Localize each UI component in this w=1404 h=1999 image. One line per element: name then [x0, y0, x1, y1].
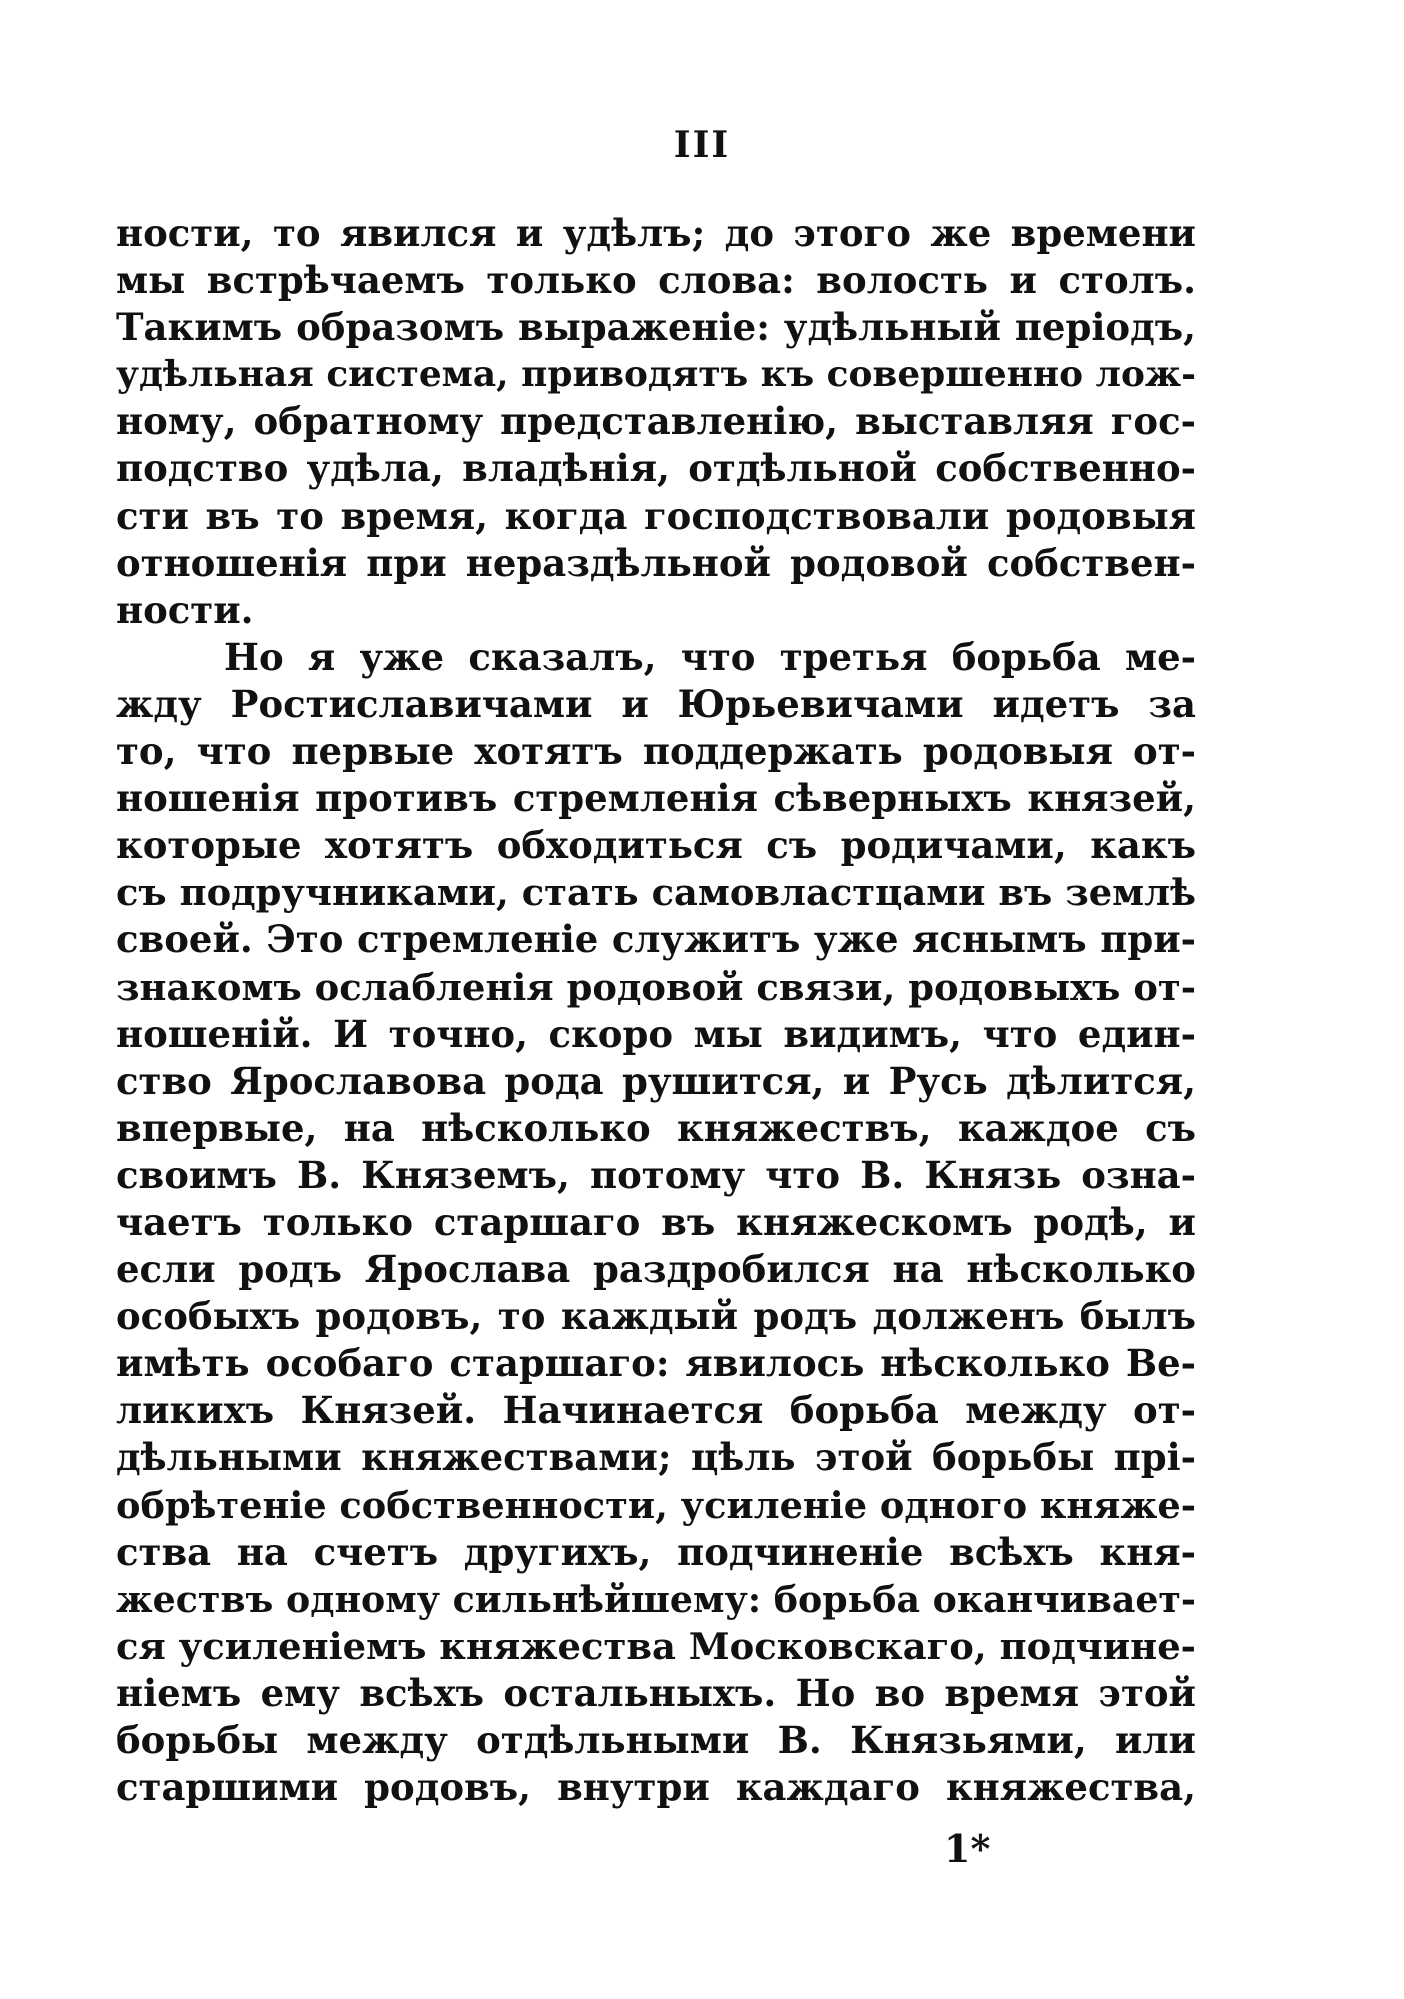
text-line: ства на счетъ другихъ, подчиненіе всѣхъ кня- [116, 1529, 1196, 1574]
page-number: III [673, 124, 731, 166]
text-line: ся усиленіемъ княжества Московскаго, подчине- [116, 1623, 1196, 1668]
body-text [116, 210, 1196, 1811]
printer-signature-mark: 1* [944, 1826, 991, 1871]
text-line: съ подручниками, стать самовластцами въ землѣ [116, 870, 1196, 915]
text-line: мы встрѣчаемъ только слова: волость и столъ. [116, 258, 1196, 303]
text-line: подство удѣла, владѣнія, отдѣльной собственно- [116, 446, 1196, 491]
text-line: ношеній. И точно, скоро мы видимъ, что един- [116, 1011, 1196, 1056]
text-line: то, что первые хотятъ поддержать родовыя от- [116, 729, 1196, 774]
text-line: жествъ одному сильнѣйшему: борьба оканчивает- [116, 1577, 1196, 1621]
text-line: Но я уже сказалъ, что третья борьба ме- [224, 634, 1196, 679]
text-line: чаетъ только старшаго въ княжескомъ родѣ, и [116, 1199, 1196, 1244]
text-line: ство Ярославова рода рушится, и Русь дѣлится, [116, 1058, 1196, 1103]
text-line: удѣльная система, приводятъ къ совершенно лож- [116, 353, 1196, 396]
text-line: ніемъ ему всѣхъ остальныхъ. Но во время этой [116, 1670, 1196, 1715]
text-line: впервые, на нѣсколько княжествъ, каждое съ [116, 1105, 1196, 1150]
text-line: ности, то явился и удѣлъ; до этого же времени [116, 211, 1196, 255]
text-line: если родъ Ярослава раздробился на нѣсколько [116, 1247, 1196, 1292]
text-line: особыхъ родовъ, то каждый родъ долженъ былъ [116, 1294, 1196, 1339]
text-line: дѣльными княжествами; цѣль этой борьбы прі- [116, 1435, 1196, 1480]
text-line: знакомъ ослабленія родовой связи, родовыхъ от- [116, 964, 1196, 1009]
text-line: ному, обратному представленію, выставляя гос- [116, 399, 1196, 444]
text-line: своей. Это стремленіе служитъ уже яснымъ при- [116, 917, 1196, 962]
text-line: старшими родовъ, внутри каждаго княжества, [116, 1765, 1196, 1810]
text-line: ности. [116, 587, 254, 632]
text-line: которые хотятъ обходиться съ родичами, какъ [116, 823, 1196, 868]
text-line: борьбы между отдѣльными В. Князьями, или [116, 1718, 1196, 1762]
text-line: ликихъ Князей. Начинается борьба между от- [116, 1388, 1196, 1433]
text-line: жду Ростиславичами и Юрьевичами идетъ за [116, 681, 1196, 726]
text-line: ношенія противъ стремленія сѣверныхъ князей, [116, 776, 1196, 821]
text-line: своимъ В. Княземъ, потому что В. Князь озна- [116, 1152, 1196, 1197]
text-line: Такимъ образомъ выраженіе: удѣльный періодъ, [116, 305, 1196, 350]
text-line: имѣть особаго старшаго: явилось нѣсколько Ве- [116, 1341, 1196, 1386]
text-line: отношенія при нераздѣльной родовой собствен- [116, 540, 1196, 585]
text-line: сти въ то время, когда господствовали родовыя [116, 493, 1196, 538]
text-line: обрѣтеніе собственности, усиленіе одного княже- [116, 1483, 1196, 1527]
